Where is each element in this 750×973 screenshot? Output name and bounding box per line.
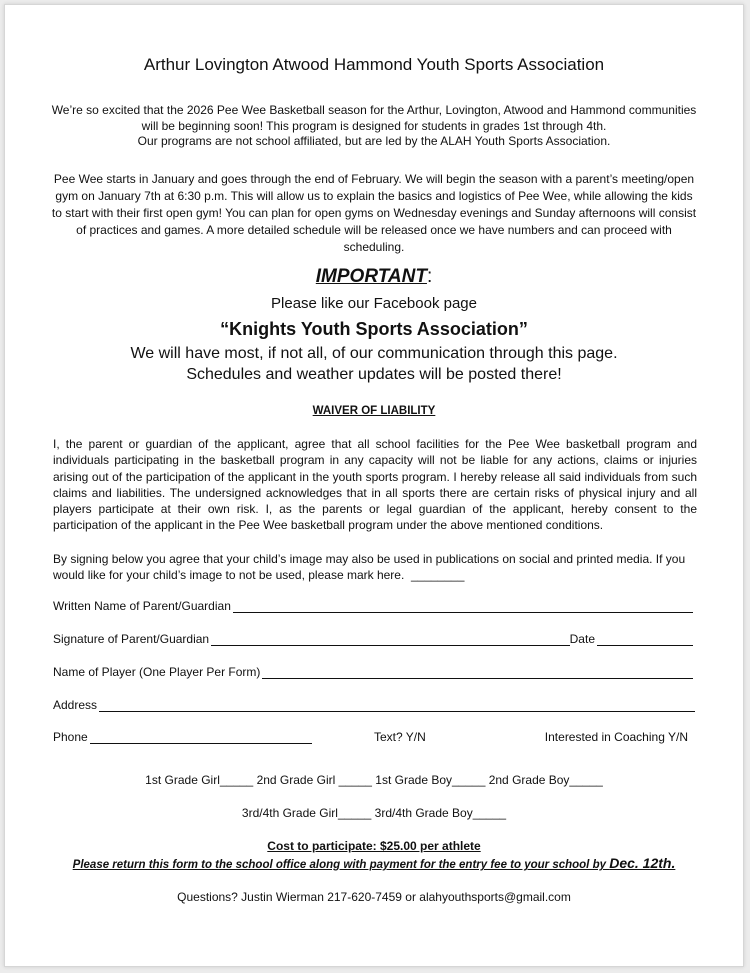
important-colon: : <box>426 266 433 287</box>
address-field <box>53 698 695 712</box>
signature-label: Signature of Parent/Guardian <box>53 632 210 646</box>
intro-paragraph <box>41 103 707 150</box>
written-name-field <box>53 599 693 613</box>
image-consent <box>53 551 697 584</box>
registration-form-page <box>4 4 744 967</box>
image-consent-text: would like for your child’s image to not be used, please mark here. <box>53 568 405 583</box>
facebook-page-name <box>5 319 743 340</box>
important-word: IMPORTANT <box>315 266 427 287</box>
updates-note: Schedules and weather updates will be posted there! <box>186 366 562 383</box>
return-instructions <box>5 855 743 871</box>
deadline: Dec. 12th. <box>609 855 676 871</box>
schedule-line: Pee Wee starts in January and goes through the end of February. We will begin the season with a parent’s meeting/open <box>53 172 695 186</box>
player-name-input-line[interactable] <box>262 667 693 679</box>
date-input-line[interactable] <box>597 634 693 646</box>
phone-field <box>53 730 312 744</box>
image-consent-line: By signing below you agree that your child’s image may also be used in publications on social and printed media. If you <box>53 552 686 566</box>
signature-field <box>53 632 693 646</box>
address-input-line[interactable] <box>99 700 695 712</box>
schedule-line: of practices and games. A more detailed schedule will be released once we have numbers and can proceed with <box>76 223 672 237</box>
image-consent-line2 <box>53 567 697 583</box>
player-name-label: Name of Player (One Player Per Form) <box>53 665 261 679</box>
important-heading <box>5 266 743 288</box>
page-title: Arthur Lovington Atwood Hammond Youth Sports Association <box>143 55 605 74</box>
schedule-paragraph <box>27 171 721 256</box>
intro-line: Our programs are not school affiliated, but are led by the ALAH Youth Sports Association. <box>137 134 611 148</box>
intro-line: will be beginning soon! This program is designed for students in grades 1st through 4th. <box>141 118 607 133</box>
phone-label: Phone <box>53 730 88 744</box>
communication-note: We will have most, if not all, of our communication through this page. <box>130 345 618 362</box>
schedule-line: to start with their first open gym! You can plan for open gyms on Wednesday evenings and Sunday afternoons will consist <box>51 206 697 220</box>
grade-selection-row1[interactable]: 1st Grade Girl_____ 2nd Grade Girl _____ 1st Grade Boy_____ 2nd Grade Boy_____ <box>145 773 603 787</box>
written-name-label: Written Name of Parent/Guardian <box>53 599 231 613</box>
facebook-page-bold: “Knights Youth Sports Association” <box>220 319 528 339</box>
coaching-option-label[interactable]: Interested in Coaching Y/N <box>544 730 688 744</box>
waiver-title: WAIVER OF LIABILITY <box>312 405 436 417</box>
phone-input-line[interactable] <box>90 732 312 744</box>
schedule-line: gym on January 7th at 6:30 p.m. This will allow us to explain the basics and logistics of Pee Wee, while allowing the kids <box>55 189 693 203</box>
questions-contact: Questions? Justin Wierman 217-620-7459 or alahyouthsports@gmail.com <box>177 890 571 904</box>
facebook-intro: Please like our Facebook page <box>271 295 477 312</box>
intro-line: We’re so excited that the 2026 Pee Wee Basketball season for the Arthur, Lovington, Atwood and Hammond communities <box>51 103 697 117</box>
text-option-label[interactable]: Text? Y/N <box>374 730 426 744</box>
player-name-field <box>53 665 693 679</box>
grade-selection-row2[interactable]: 3rd/4th Grade Girl_____ 3rd/4th Grade Boy_____ <box>241 806 507 820</box>
schedule-line: scheduling. <box>343 240 405 254</box>
phone-row <box>53 730 693 746</box>
return-text: Please return this form to the school office along with payment for the entry fee to your school by <box>72 859 610 871</box>
written-name-input-line[interactable] <box>233 601 693 613</box>
cost-notice: Cost to participate: $25.00 per athlete <box>267 839 481 853</box>
address-label: Address <box>53 698 98 712</box>
waiver-text: I, the parent or guardian of the applicant, agree that all school facilities for the Pee Wee basketball program and individuals participating in the basketball program in any capacity will not be liable for any actions, claims or injuries arising out of the participation of the applicant in the youth sports program. I hereby release all said individuals from such claims and liabilities. The undersigned acknowledges that in all sports there are certain risks of physical injury and all players participate at their own risk. I, as the parents or legal guardian of the applicant, hereby consent to the participation of the applicant in the Pee Wee basketball program under the above mentioned conditions. <box>53 437 697 533</box>
image-optout-blank[interactable]: ________ <box>410 568 465 583</box>
signature-input-line[interactable] <box>211 634 570 646</box>
date-label: Date <box>569 632 595 646</box>
